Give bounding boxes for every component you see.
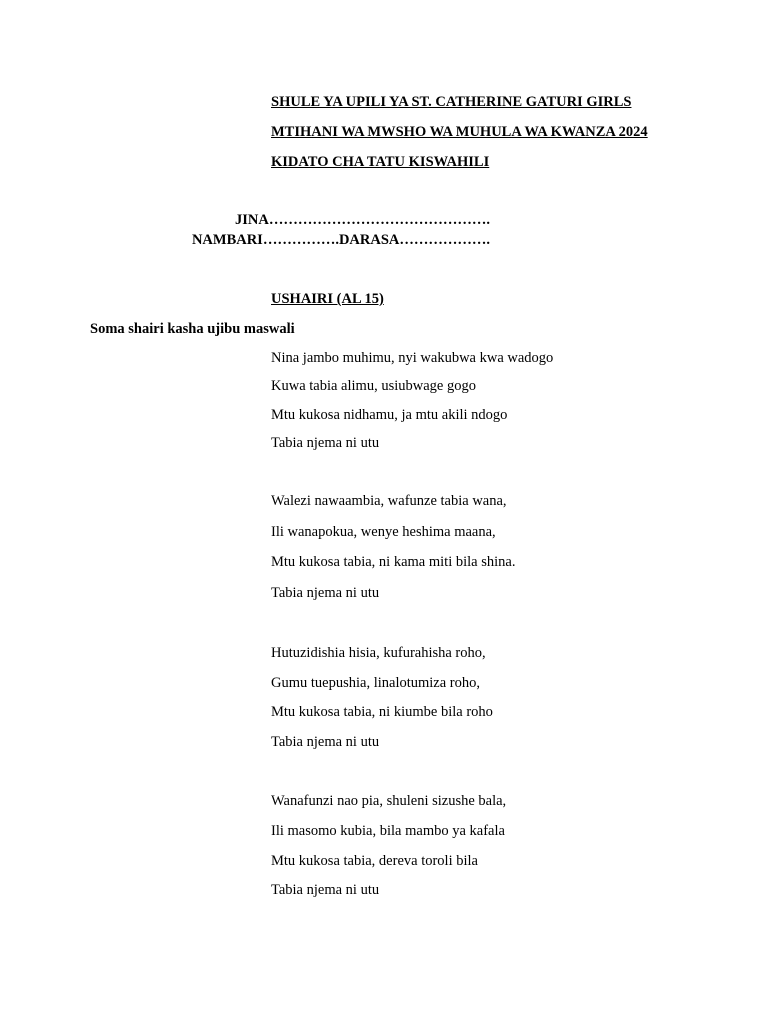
student-name-field: JINA………………………………………. bbox=[235, 212, 490, 228]
poem-refrain: Tabia njema ni utu bbox=[271, 734, 380, 750]
poem-line: Mtu kukosa tabia, dereva toroli bila bbox=[271, 853, 478, 869]
poem-line: Hutuzidishia hisia, kufurahisha roho, bbox=[271, 645, 486, 661]
poem-line: Walezi nawaambia, wafunze tabia wana, bbox=[271, 493, 507, 509]
poem-refrain: Tabia njema ni utu bbox=[271, 435, 380, 451]
student-number-class-field: NAMBARI…………….DARASA………………. bbox=[191, 232, 490, 248]
poem-refrain: Tabia njema ni utu bbox=[271, 882, 380, 898]
poem-line: Mtu kukosa tabia, ni kiumbe bila roho bbox=[271, 704, 493, 720]
school-title: SHULE YA UPILI YA ST. CATHERINE GATURI GIRLS bbox=[271, 94, 632, 110]
poem-line: Mtu kukosa tabia, ni kama miti bila shina. bbox=[271, 554, 516, 570]
section-instruction: Soma shairi kasha ujibu maswali bbox=[90, 321, 295, 337]
poem-line: Ili wanapokua, wenye heshima maana, bbox=[271, 524, 496, 540]
poem-line: Wanafunzi nao pia, shuleni sizushe bala, bbox=[271, 793, 507, 809]
class-subject-title: KIDATO CHA TATU KISWAHILI bbox=[271, 154, 490, 170]
poem-line: Mtu kukosa nidhamu, ja mtu akili ndogo bbox=[271, 407, 508, 423]
poem-refrain: Tabia njema ni utu bbox=[271, 585, 380, 601]
section-title: USHAIRI (AL 15) bbox=[271, 291, 384, 307]
poem-line: Kuwa tabia alimu, usiubwage gogo bbox=[271, 378, 476, 394]
exam-title: MTIHANI WA MWSHO WA MUHULA WA KWANZA 2024 bbox=[271, 124, 648, 140]
poem-line: Nina jambo muhimu, nyi wakubwa kwa wadogo bbox=[271, 350, 554, 366]
poem-line: Gumu tuepushia, linalotumiza roho, bbox=[271, 675, 481, 691]
poem-line: Ili masomo kubia, bila mambo ya kafala bbox=[271, 823, 505, 839]
